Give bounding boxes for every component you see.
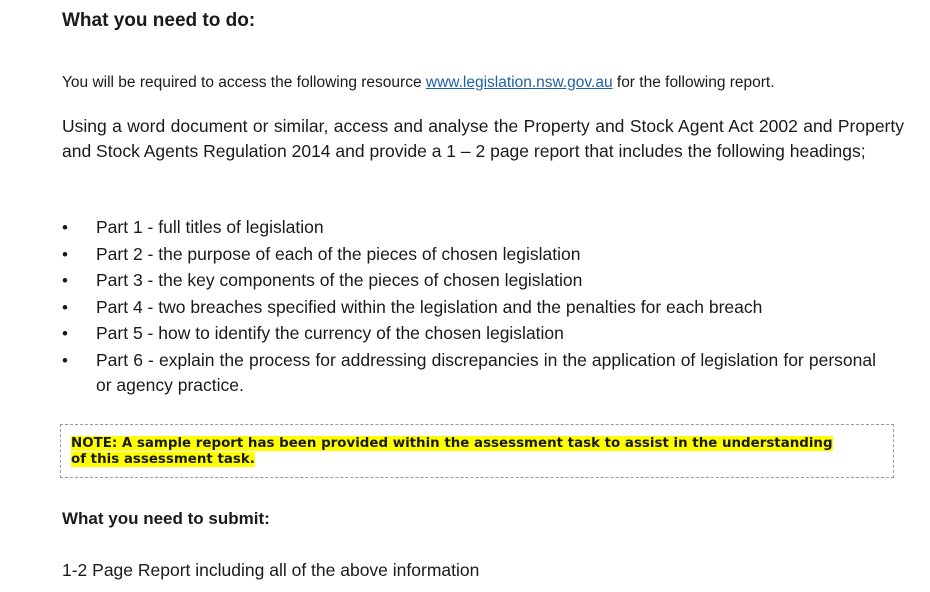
bullet-icon: • <box>62 297 68 317</box>
bullet-icon: • <box>62 324 68 344</box>
intro-text-after: for the following report. <box>612 74 775 91</box>
note-text <box>71 436 881 468</box>
bullet-icon: • <box>62 350 68 370</box>
bullet-icon: • <box>62 271 68 291</box>
list-item <box>62 295 904 320</box>
list-item-text: Part 2 - the purpose of each of the pieces of chosen legislation <box>96 243 581 264</box>
list-item <box>62 215 904 240</box>
list-item-text: Part 5 - how to identify the currency of the chosen legislation <box>96 323 564 344</box>
note-box <box>60 424 894 478</box>
instructions-paragraph: Using a word document or similar, access and analyse the Property and Stock Agent Act 2002 and Property and Stock Agents Regulation 2014 and provide a 1 – 2 page report that includes the following headings; <box>62 116 904 161</box>
list-item-text: Part 6 - explain the process for addressing discrepancies in the application of legislation for personal or agency practice. <box>96 349 876 395</box>
section-heading-what-to-do: What you need to do: <box>62 10 256 31</box>
legislation-link[interactable]: www.legislation.nsw.gov.au <box>425 74 613 91</box>
list-item <box>62 268 904 293</box>
list-item-text: Part 1 - full titles of legislation <box>96 217 324 237</box>
list-item <box>62 321 904 346</box>
list-item <box>62 242 904 267</box>
list-item-text: Part 4 - two breaches specified within the legislation and the penalties for each breach <box>96 296 763 317</box>
list-item-text: Part 3 - the key components of the pieces of chosen legislation <box>96 270 583 291</box>
note-line-2: of this assessment task. <box>71 452 255 467</box>
note-line-1: NOTE: A sample report has been provided within the assessment task to assist in the understanding <box>71 436 833 451</box>
submit-description: 1-2 Page Report including all of the above information <box>62 560 480 580</box>
section-heading-what-to-submit: What you need to submit: <box>62 509 270 528</box>
list-item <box>62 348 904 398</box>
intro-paragraph <box>62 74 775 92</box>
bullet-icon: • <box>62 244 68 264</box>
report-headings-list <box>62 215 904 400</box>
bullet-icon: • <box>62 218 68 237</box>
intro-text-before: You will be required to access the following resource <box>62 74 426 91</box>
